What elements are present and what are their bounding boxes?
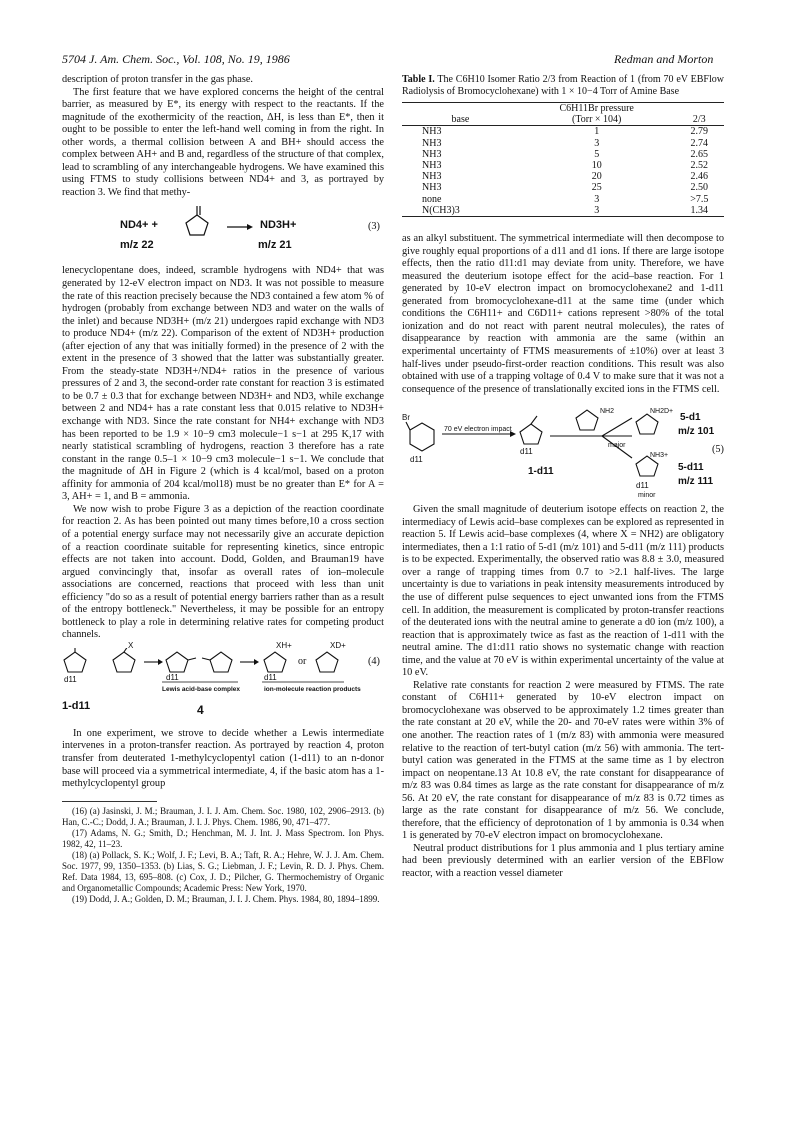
table-header xyxy=(402,103,519,115)
footnote-rule xyxy=(62,801,157,802)
equation-number: (3) xyxy=(367,221,380,233)
complex-caption: Lewis acid-base complex xyxy=(162,685,241,693)
paragraph: The first feature that we have explored concerns the height of the central barrier, as measured by E*, its energy with respect to the reactants. If the magnitude of the exothermicity of the reaction, ΔH, is less than E*, then it ought to be possible to enter the left-hand well coming in from the right. In other words, a thermal collision between A and BH+ should access the complex between AH+ and B and, regardless of the structure of that complex, lead to scrambling of any interchangeable hydrogens. We have examined this using FTMS to study collisions between ND4+ and 3, as portrayed by reaction 3. We find that methy- xyxy=(62,86,384,198)
table-row: NH3 1 2.79 xyxy=(422,126,709,138)
table-caption-text: The C6H10 Isomer Ratio 2/3 from Reaction of 1 (from 70 eV EBFlow Radiolysis of Bromocyclohexane) with 1 × 10−4 Torr of Amine Base xyxy=(402,74,724,97)
mz-label-right: m/z 21 xyxy=(258,239,292,252)
compound-label-1-d11: 1-d11 xyxy=(528,466,554,478)
paragraph: Neutral product distributions for 1 plus ammonia and 1 plus tertiary amine had been previously determined with an earlier version of the EBFlow reactor, with a reaction vessel diameter xyxy=(402,842,724,879)
right-column xyxy=(402,74,724,881)
compound-label-1-d11: 1-d11 xyxy=(62,699,91,712)
xd-label: XD+ xyxy=(330,640,346,650)
reaction-3-drawing xyxy=(62,205,384,261)
equation-number: (5) xyxy=(711,444,724,456)
minor-label: minor xyxy=(638,492,656,500)
table-caption xyxy=(402,74,724,98)
running-header-right: Redman and Morton xyxy=(614,52,714,66)
d11-label: d11 xyxy=(410,455,423,465)
table-row: NH3 25 2.50 xyxy=(422,182,709,194)
d11-label: d11 xyxy=(636,481,649,491)
x-label: X xyxy=(128,640,134,650)
table-caption-label: Table I. xyxy=(402,74,435,85)
major-label: major xyxy=(608,442,626,450)
paragraph: In one experiment, we strove to decide whether a Lewis intermediate intervenes in a proton-transfer reaction. As portrayed by reaction 4, proton transfer from deuterated 1-methylcyclopentyl cation (1-d11) to an n-donor base will proceed via a symmetrical intermediate, 4, if the basic atom has a 1-methylcyclopentyl group xyxy=(62,727,384,790)
d11-label: d11 xyxy=(64,674,77,684)
nh2d-label: NH2D+ xyxy=(650,408,674,416)
mz-101: m/z 101 xyxy=(678,426,715,438)
paragraph: We now wish to probe Figure 3 as a depiction of the reaction coordinate for reaction 2. As has been pointed out many times before,10 a cross section of a potential energy surface may not necessarily give an accurate depiction of a reaction coordinate suitable for representing kinetics, since entropic effects are not taken into account. Dodd, Golden, and Brauman19 have argued convincingly that, insofar as overall rates of ion–molecule associations are concerned, reactions that proceed with less than unit efficiency "do so as a result of potential energy barriers rather than as a result of the entropy bottleneck." Nevertheless, it may be possible for an entropy bottleneck to play a role in determining relative rates for competing product channels. xyxy=(62,503,384,641)
d11-label: d11 xyxy=(520,447,533,457)
or-label: or xyxy=(298,655,307,667)
products-caption: ion-molecule reaction products xyxy=(264,685,361,693)
table-row: none 3 >7.5 xyxy=(422,193,709,205)
nh2-label: NH2 xyxy=(600,408,615,416)
left-column xyxy=(62,74,384,905)
equation-number: (4) xyxy=(367,655,380,667)
paragraph: Given the small magnitude of deuterium isotope effects on reaction 2, the intermediacy of Lewis acid–base complexes can be explored as represented in reaction 5. If Lewis acid–base complexes (4, where X = NH2) are obligatory intermediates, then a 1:1 ratio of 5-d1 (m/z 101) and 5-d11 (m/z 111) products is to be expected. Experimentally, the observed ratio was 8.8 ± 3.0, measured over a range of trapping times from 0.7 to >2.1 half-lives. The large uncertainty is due to variations in peak intensity measurements introduced by the use of different pulse sequences to eject unwanted ions from the FTMS cell. In addition, the measurement is complicated by proton-transfer reactions of the deuterated ions with the neutral amine to generate a d0 ion (m/z 100), a reaction that is approximately twice as fast as the reaction of 1-d11 with the neutral amine. The d1:d11 ratio shows no systematic change with reaction time, and the value at 70 eV is within experimental uncertainty of the value at 10 eV. xyxy=(402,504,724,679)
reaction-5-scheme xyxy=(402,404,724,500)
table-header: C6H11Br pressure xyxy=(519,103,675,115)
table-header-pressure: (Torr × 104) xyxy=(519,114,675,126)
footnote: (17) Adams, N. G.; Smith, D.; Henchman, M. J. Int. J. Mass Spectrom. Ion Phys. 1982, 42, 11–23. xyxy=(62,827,384,849)
product-5-d11: 5-d11 xyxy=(678,462,704,474)
table-header-base: base xyxy=(402,114,519,126)
mz-label-left: m/z 22 xyxy=(120,239,154,252)
table-row: NH3 20 2.46 xyxy=(422,171,709,183)
table-row: NH3 3 2.74 xyxy=(422,137,709,149)
d11-label: d11 xyxy=(166,672,179,682)
table-row: NH3 5 2.65 xyxy=(422,148,709,160)
nh3-label: NH3+ xyxy=(650,452,669,460)
xh-label: XH+ xyxy=(276,640,292,650)
paragraph: Relative rate constants for reaction 2 were measured by FTMS. The rate constant of C6H11+ generated by 10-eV electron impact on bromocyclohexane was observed to be approximately 1.2 times greater than the rate constant at 20 eV, while the 20- and 70-eV rates were within 3% of one another. The reaction rates of 1 (m/z 83) with ammonia were measured relative to the reaction of tert-butyl cation (m/z 56) with ammonia. The tert-butyl cation was generated in the FTMS at the same time as 1 by electron impact on neopentane.13 At 10.8 eV, the rate constant for disappearance of m/z 83 was 0.84 times as large as the rate constant for disappearance of m/z 56. At 20 eV, the rate constant for disappearance of m/z 83 is 0.72 times as large as the rate constant for disappearance of m/z 56. We conclude, therefore, that the efficiency of deprotonation of 1 by ammonia is 0.34 when 1 is generated by 70-eV electron impact on bromocyclohexane. xyxy=(402,679,724,842)
reaction-4-scheme xyxy=(62,640,384,724)
table-row: NH3 10 2.52 xyxy=(422,160,709,172)
compound-label-4: 4 xyxy=(197,702,204,717)
footnote: (19) Dodd, J. A.; Golden, D. M.; Brauman, J. I. J. Chem. Phys. 1984, 80, 1894–1899. xyxy=(72,893,380,904)
d11-label: d11 xyxy=(264,672,277,682)
impact-label: 70 eV electron impact xyxy=(444,426,512,434)
running-header-left: 5704 J. Am. Chem. Soc., Vol. 108, No. 19, 1986 xyxy=(62,52,290,66)
br-label: Br xyxy=(402,413,410,423)
paragraph: lenecyclopentane does, indeed, scramble hydrogens with ND4+ that was generated by 12-eV electron impact on ND3. It was not possible to measure the rate of this reaction precisely because the ND3 contained a few atom % of hydrogen (probably from exchange between ND3 and water on the walls of the inlet) and because ND3H+ (m/z 21) undergoes rapid exchange with ND3 to produce ND4+ (m/z 22). Comparison of the extent of ND3H+ production (after ejection of any that was initially formed) in the presence of 2 with the extent in the presence of 3 showed that the latter was substantially greater. From the steady-state ND3H+/ND4+ ratios in the presence of various pressures of 2 and 3, the second-order rate constant for reaction 3 is estimated to be 0.7 ± 0.3 that for exchange between ND3H+ and ND3, while exchange between 2 and ND4+ has a rate constant less that 0.015 relative to ND3H+ exchange with ND3. Since the rate constant for NH4+ exchange with ND3 has been reported to be 1.9 × 10−9 cm3 molecule−1 s−1 at 295 K,17 with nearly statistical scrambling of hydrogens, reaction 3 therefore has a rate constant in the range 0.5–1 × 10−9 cm3 molecule−1 s−1. We conclude that the magnitude of ΔH in Figure 2 (which is 4 kcal/mol, based on a proton affinity for ammonia of 204 kcal/mol18) must be no greater than E* for A = 3, AH+ = 1, and B = ammonia. xyxy=(62,265,384,503)
footnotes xyxy=(62,806,384,905)
table-header-ratio: 2/3 xyxy=(675,114,724,126)
mz-111: m/z 111 xyxy=(678,476,714,488)
reactant-ion-label: ND4+ + xyxy=(120,219,158,232)
footnote: (18) (a) Pollack, S. K.; Wolf, J. F.; Levi, B. A.; Taft, R. A.; Hehre, W. J. J. Am. Chem. Soc. 1977, 99, 1350–1353. (b) Lias, S. G.; Liebman, J. F.; Levin, R. D. J. Phys. Chem. Ref. Data 1984, 13, 695–808. (c) Cox, J. D.; Pilcher, G. Thermochemistry of Organic and Organometallic Compounds; Academic Press: New York, 1970. xyxy=(62,849,384,893)
isomer-ratio-table xyxy=(402,102,724,217)
footnote: (16) (a) Jasinski, J. M.; Brauman, J. I. J. Am. Chem. Soc. 1980, 102, 2906–2913. (b) Han, C.-C.; Dodd, J. A.; Brauman, J. I. J. Phys. Chem. 1986, 90, 471–477. xyxy=(62,805,384,827)
paragraph: as an alkyl substituent. The symmetrical intermediate will then decompose to give roughly equal proportions of a d11 and d1 ions. If there are large isotope effects, then the ratio d11:d1 may deviate from unity. Therefore, we have measured the deuterium isotope effect for the acid–base reaction. For 1 generated by 10-eV electron impact on bromocyclohexane2 and 1-d11 generated from bromocyclohexane-d11 at the same time (under which conditions the C6H11+ and C6D11+ cations represent >80% of the total ionization and do not react with parent neutral molecules), the rates of disappearance by reaction with ammonia are the same (within an experimental uncertainty of FTMS measurements of ±10%) over at least 3 half-lives under pseudo-first-order reaction conditions. This result was also obtained with use of a trapping voltage of 0.4 V to make sure that it was not a consequence of the presence of translationally excited ions in the FTMS cell. xyxy=(402,233,724,395)
product-5-d1: 5-d1 xyxy=(680,412,701,424)
reaction-3-scheme xyxy=(62,205,384,261)
product-ion-label: ND3H+ xyxy=(260,219,297,232)
paragraph: description of proton transfer in the gas phase. xyxy=(62,74,254,85)
reaction-5-drawing xyxy=(402,404,724,500)
table-row: N(CH3)3 3 1.34 xyxy=(402,205,724,217)
table-header xyxy=(675,103,724,115)
